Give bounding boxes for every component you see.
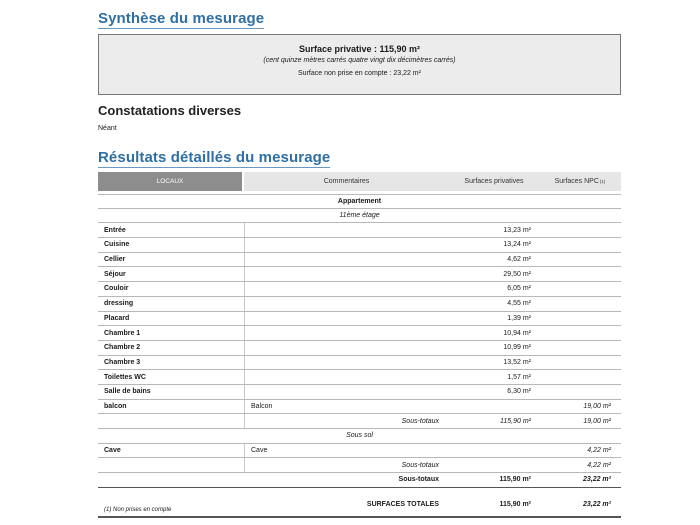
cell-privative: 10,94 m² [503,329,531,337]
results-table [98,172,621,488]
table-row [98,356,621,371]
table-row [98,312,621,327]
cell-comment [244,238,449,252]
totals-row [98,501,621,508]
table-row [98,297,621,312]
cell-local: Séjour [104,270,126,278]
group-row: Appartement [98,194,621,209]
table-row [98,400,621,415]
cell-privative: 13,24 m² [503,241,531,249]
table-row [98,444,621,459]
table-row [98,238,621,253]
cell-npc [539,282,621,296]
cell-npc [539,356,621,370]
cell-privative: 13,52 m² [503,358,531,366]
cell-local: Chambre 3 [104,358,141,366]
cell-privative: 10,99 m² [503,344,531,352]
surface-privative-total: Surface privative : 115,90 m² [298,44,421,54]
cell-local: Cellier [104,256,126,264]
table-row [98,282,621,297]
header-commentaires: Commentaires [323,178,370,185]
cell-comment [244,297,449,311]
synthese-box [98,34,621,95]
cell-comment [244,223,449,237]
cell-comment [244,370,449,384]
section-title-constatations: Constatations diverses [98,103,242,118]
cell-local: Placard [104,314,130,322]
table-row [98,341,621,356]
cell-local: Chambre 2 [104,344,141,352]
cell-npc: 19,00 m² [583,402,611,410]
totals-privatives: 115,90 m² [499,501,531,508]
footnote: (1) Non prises en compte [104,507,172,513]
cell-npc [539,326,621,340]
header-locaux: LOCAUX [98,172,244,191]
cell-npc: 4,22 m² [587,447,611,455]
cell-comment [244,341,449,355]
subtotal-row: Sous-totaux 4,22 m² [98,458,621,473]
cell-privative: 6,05 m² [507,285,531,293]
section-title-synthese: Synthèse du mesurage [98,10,265,27]
cell-comment [244,356,449,370]
cell-comment [244,385,449,399]
table-row [98,385,621,400]
totals-npc: 23,22 m² [582,501,611,508]
table-header [98,172,621,191]
floor-row: 11ème étage [98,209,621,224]
cell-comment: Balcon [244,400,449,414]
cell-privative: 29,50 m² [503,270,531,278]
totals-underline [98,516,621,518]
cell-privative: 4,62 m² [507,256,531,264]
cell-privative [449,400,539,414]
cell-npc [539,238,621,252]
cell-local: Salle de bains [104,388,151,396]
cell-npc [539,385,621,399]
floor-row: Sous sol [98,429,621,444]
header-npc: Surfaces NPC (1) [554,178,606,185]
totals-label: SURFACES TOTALES [366,501,439,508]
cell-privative [449,444,539,458]
cell-npc [539,370,621,384]
cell-comment [244,282,449,296]
constatations-text: Néant [98,125,117,132]
cell-comment: Cave [244,444,449,458]
cell-local: Cuisine [104,241,130,249]
cell-privative: 6,30 m² [507,388,531,396]
table-row [98,267,621,282]
cell-npc [539,312,621,326]
cell-local: dressing [104,300,134,308]
header-privatives: Surfaces privatives [464,178,524,185]
cell-npc [539,267,621,281]
cell-comment [244,253,449,267]
table-row [98,326,621,341]
cell-comment [244,326,449,340]
cell-npc [539,297,621,311]
cell-local: Toilettes WC [104,373,146,381]
subtotal-grand-row: Sous-totaux 115,90 m² 23,22 m² [98,473,621,488]
cell-local: Chambre 1 [104,329,141,337]
cell-npc [539,341,621,355]
table-row [98,223,621,238]
cell-local: Cave [104,447,121,455]
cell-npc [539,223,621,237]
cell-comment [244,267,449,281]
cell-comment [244,312,449,326]
surface-npc-total: Surface non prise en compte : 23,22 m² [298,70,421,77]
cell-npc [539,253,621,267]
cell-local: balcon [104,402,127,410]
section-title-resultats: Résultats détaillés du mesurage [98,149,331,166]
cell-privative: 1,57 m² [507,373,531,381]
cell-privative: 13,23 m² [503,226,531,234]
cell-local: Entrée [104,226,126,234]
table-row [98,253,621,268]
subtotal-row: Sous-totaux 115,90 m² 19,00 m² [98,414,621,429]
table-row [98,370,621,385]
surface-in-words: (cent quinze mètres carrés quatre vingt dix décimètres carrés) [263,57,456,64]
cell-privative: 1,39 m² [507,314,531,322]
cell-privative: 4,55 m² [507,300,531,308]
cell-local: Couloir [104,285,129,293]
